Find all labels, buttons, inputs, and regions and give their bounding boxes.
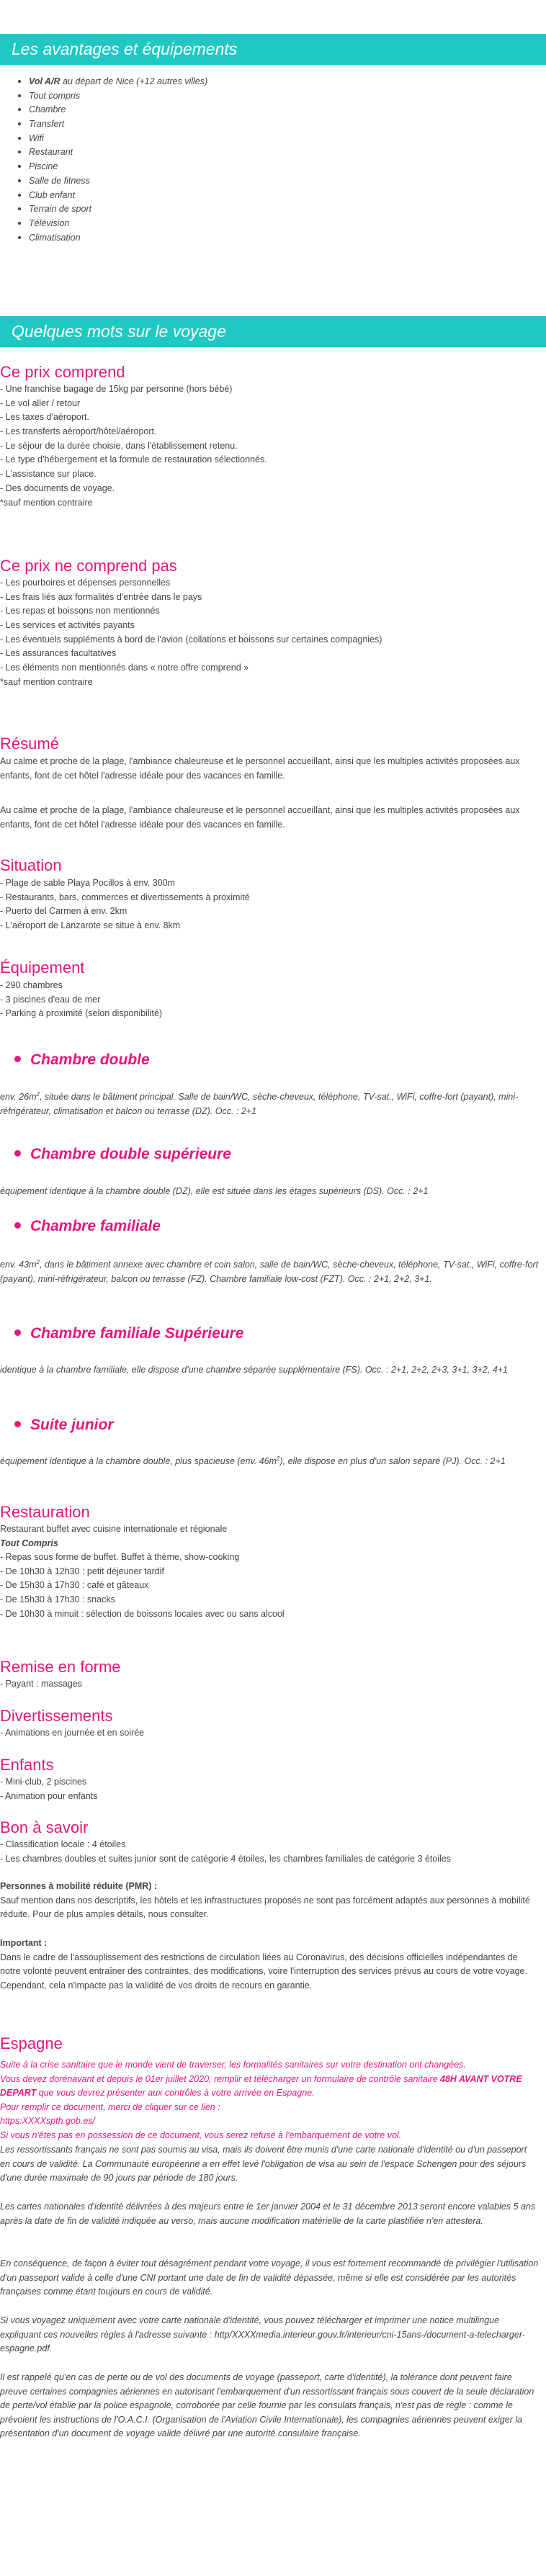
advantage-item: • Télévision <box>29 216 207 230</box>
excluded-title: Ce prix ne comprend pas <box>0 557 177 575</box>
equipment-list <box>0 979 542 1021</box>
important-paragraph: Important : Dans le cadre de l'assouplissement des restrictions de circulation liées au Coronavirus, des décisions officielles indépendantes de notre volonté peuvent entraîner des contraintes, des modifications, voire l'interruption des services prévus au cours de votre voyage. Cependant, cela n'impacte pas la validité de vos droits de recours en garantie. <box>0 1938 527 1991</box>
room-description: identique à la chambre familiale, elle dispose d'une chambre séparée supplémentaire (FS). Occ. : 2+1, 2+2, 2+3, 3+1, 3+2, 4+1 <box>0 1365 508 1375</box>
entertainment-title: Divertissements <box>0 1707 113 1725</box>
advantage-item: • Restaurant <box>29 145 207 159</box>
room-title: Chambre familiale Supérieure <box>13 1324 243 1343</box>
list-line: *sauf mention contraire <box>0 497 93 508</box>
list-line: - Plage de sable Playa Pocillos à env. 300m <box>0 878 175 888</box>
room-description: env. $43m^2$, dans le bâtiment annexe avec chambre et coin salon, salle de bain/WC, sèche-cheveux, téléphone, TV-sat., WiFi, coffre-fort (payant), mini-réfrigérateur, balcon ou terrasse (FZ). Chambre familiale low-cost (FZT). Occ. : 2+1, 2+2, 3+1. <box>0 1259 539 1284</box>
bullet-icon <box>14 1150 21 1157</box>
list-line: - Les repas et boissons non mentionnés <box>0 606 160 616</box>
goodtoknow-list <box>0 1838 542 1866</box>
included-list <box>0 382 542 510</box>
kids-list <box>0 1775 542 1803</box>
list-line: - Les frais liés aux formalités d'entrée dans le pays <box>0 591 202 602</box>
fitness-title: Remise en forme <box>0 1658 121 1676</box>
advantage-item: • Chambre <box>29 102 207 117</box>
list-line: - Classification locale : 4 étoiles <box>0 1839 126 1849</box>
sanitary-notice: Suite à la crise sanitaire que le monde vient de traverser, les formalités sanitaires sur votre destination ont changées. Vous devez dorénavant et depuis le 01er juillet 2020, remplir et télécharger un formulaire de contrôle sanitaire 48H AVANT VOTRE DEPART que vous devrez présenter aux contrôles à votre arrivée en Espagne. Pour remplir ce document, merci de cliquer sur ce lien : https:XXXXspth.gob.es/ Si vous n'êtes pas en possession de ce document, vous serez refusé à l'embarquement de votre vol. <box>0 2060 522 2140</box>
situation-list <box>0 876 542 933</box>
advantage-item: • Wifi <box>29 131 207 145</box>
entertainment-list <box>0 1726 542 1741</box>
bullet-icon <box>14 1421 21 1427</box>
list-line: - Le type d'hébergement et la formule de restauration sélectionnés. <box>0 454 267 465</box>
list-line: - Puerto del Carmen à env. 2km <box>0 906 127 917</box>
spain-paragraph: Les ressortissants français ne sont pas soumis au visa, mais ils doivent être munis d'une carte nationale d'identité ou d'un passeport en cours de validité. La Communauté européenne a en effet levé l'obligation de visa au sein de l'espace Schengen pour des séjours d'une durée maximale de 90 jours par période de 180 jours. <box>0 2145 527 2184</box>
kids-title: Enfants <box>0 1756 54 1774</box>
bullet-icon <box>14 1056 21 1062</box>
summary-title: Résumé <box>0 735 59 753</box>
list-line: - Le vol aller / retour <box>0 398 81 408</box>
list-line: - Les éventuels suppléments à bord de l'avion (collations et boissons sur certaines compagnies) <box>0 634 382 645</box>
summary-paragraph: Au calme et proche de la plage, l'ambiance chaleureuse et le personnel accueillant, ainsi que les multiples activités proposées aux enfants, font de cet hôtel l'adresse idéale pour des vacances en famille. <box>0 805 520 830</box>
spain-paragraph: Il est rappelé qu'en cas de perte ou de vol des documents de voyage (passeport, carte d'identité), la tolérance dont peuvent faire preuve certaines compagnies aériennes en autorisant l'embarquement d'un ressortissant français sous couvert de la seule déclaration de perte/vol établie par la police espagnole, corroborée par celle fournie par les consulats français, n'est pas de règle : comme le prévoient les instructions de l'O.A.C.I. (Organisation de l'Aviation Civile Internationale), les compagnies aériennes peuvent exiger la présentation d'un document de voyage valide délivré par une autorité consulaire française. <box>0 2372 534 2439</box>
included-title: Ce prix comprend <box>0 363 125 381</box>
restauration-title: Restauration <box>0 1503 90 1521</box>
list-line: - Les transferts aéroport/hôtel/aéroport. <box>0 426 157 437</box>
room-title: Chambre familiale <box>13 1217 161 1236</box>
spain-paragraph: Si vous voyagez uniquement avec votre carte nationale d'identité, vous pouvez télécharger et imprimer une notice multilingue expliquant ces nouvelles règles à l'adresse suivante : http/XXXXmedia.interieur.gouv.fr/interieur/cni-15ans-/document-a-telecharger-espagne.pdf. <box>0 2315 525 2354</box>
advantage-item: • Club enfant <box>29 188 207 202</box>
summary-paragraph: Au calme et proche de la plage, l'ambiance chaleureuse et le personnel accueillant, ainsi que les multiples activités proposées aux enfants, font de cet hôtel l'adresse idéale pour des vacances en famille. <box>0 756 520 781</box>
list-line: - Animation pour enfants <box>0 1790 98 1801</box>
goodtoknow-title: Bon à savoir <box>0 1818 89 1836</box>
advantage-item: • Salle de fitness <box>29 174 207 188</box>
list-line: *sauf mention contraire <box>0 676 93 687</box>
list-line: - Les services et activités payants <box>0 620 135 631</box>
list-line: - L'aéroport de Lanzarote se situe à env. 8km <box>0 920 181 931</box>
advantage-item: • Transfert <box>29 117 207 131</box>
list-line: - Des documents de voyage. <box>0 483 115 493</box>
room-description: env. $26m^2$, située dans le bâtiment principal. Salle de bain/WC, sèche-cheveux, téléphone, TV-sat., WiFi, coffre-fort (payant), mini-réfrigérateur, climatisation et balcon ou terrasse (DZ). Occ. : 2+1 <box>0 1091 519 1116</box>
list-line: - Restaurants, bars, commerces et divertissements à proximité <box>0 892 250 902</box>
list-line: - L'assistance sur place. <box>0 469 97 480</box>
bullet-icon <box>14 1222 21 1229</box>
list-line: - De 15h30 à 17h30 : café et gâteaux <box>0 1580 149 1591</box>
room-title: Chambre double <box>13 1051 150 1069</box>
advantage-item: • Tout compris <box>29 89 207 103</box>
list-line: - Les éléments non mentionnés dans « notre offre comprend » <box>0 663 249 673</box>
list-line: - Repas sous forme de buffet. Buffet à thème, show-cooking <box>0 1552 240 1562</box>
excluded-list <box>0 576 542 690</box>
advantage-item: • Piscine <box>29 159 207 174</box>
list-line: - Les assurances facultatives <box>0 648 117 659</box>
room-title: Chambre double supérieure <box>13 1145 231 1164</box>
list-line: - Les pourboires et dépenses personnelles <box>0 578 171 588</box>
list-line: - Animations en journée et en soirée <box>0 1728 145 1738</box>
room-description: équipement identique à la chambre double, plus spacieuse (env. $46m^2$), elle dispose en plus d'un salon séparé (PJ). Occ. : 2+1 <box>0 1455 506 1467</box>
equipment-title: Équipement <box>0 959 85 977</box>
spain-paragraph: En conséquence, de façon à éviter tout désagrément pendant votre voyage, il vous est fortement recommandé de privilégier l'utilisation d'un passeport valide à celle d'une CNI portant une date de fin de validité dépassée, même si elle est considérée par les autorités françaises comme étant toujours en cours de validité. <box>0 2258 539 2297</box>
list-line: - De 10h30 à 12h30 : petit déjeuner tardif <box>0 1566 164 1576</box>
list-line: - Les taxes d'aéroport. <box>0 412 89 423</box>
room-description: équipement identique à la chambre double (DZ), elle est située dans les étages supérieurs (DS). Occ. : 2+1 <box>0 1186 429 1196</box>
pmr-paragraph: Personnes à mobilité réduite (PMR) : Sauf mention dans nos descriptifs, les hôtels et les infrastructures proposés ne sont pas forcément adaptés aux personnes à mobilité réduite. Pour de plus amples détails, nous consulter. <box>0 1881 530 1920</box>
restauration-sub: Tout Compris <box>0 1538 58 1548</box>
sanitary-form-link[interactable]: https:XXXXspth.gob.es/ <box>0 2116 96 2127</box>
restauration-list <box>0 1550 542 1621</box>
list-line: - Les chambres doubles et suites junior sont de catégorie 4 étoiles, les chambres familiales de catégorie 3 étoiles <box>0 1853 452 1864</box>
advantage-item: • Terrain de sport <box>29 202 207 216</box>
list-line: - De 15h30 à 17h30 : snacks <box>0 1594 115 1605</box>
section-title: Quelques mots sur le voyage <box>12 322 226 341</box>
restauration-intro: Restaurant buffet avec cuisine internationale et régionale <box>0 1524 228 1534</box>
fitness-list <box>0 1677 542 1692</box>
advantage-item: • Climatisation <box>29 230 207 245</box>
room-title: Suite junior <box>13 1416 114 1435</box>
section-title: Les avantages et équipements <box>12 40 238 58</box>
list-line: - De 10h30 à minuit : sélection de boissons locales avec ou sans alcool <box>0 1608 285 1619</box>
spain-title: Espagne <box>0 2034 63 2052</box>
list-line: - Payant : massages <box>0 1679 82 1689</box>
advantage-item: • Vol A/R au départ de Nice (+12 autres villes) <box>29 74 207 89</box>
bullet-icon <box>14 1329 21 1336</box>
list-line: - 290 chambres <box>0 980 63 990</box>
list-line: - Une franchise bagage de 15kg par personne (hors bébé) <box>0 384 233 394</box>
list-line: - 3 piscines d'eau de mer <box>0 994 101 1005</box>
list-line: - Mini-club, 2 piscines <box>0 1777 87 1787</box>
list-line: - Le séjour de la durée choisie, dans l'établissement retenu. <box>0 440 238 451</box>
section-header-trip <box>0 316 546 347</box>
restauration-block <box>0 1522 542 1550</box>
list-line: - Parking à proximité (selon disponibilité) <box>0 1008 163 1019</box>
advantages-list <box>14 74 207 244</box>
section-header-advantages <box>0 34 546 65</box>
spain-paragraph: Les cartes nationales d'identité délivrées à des majeurs entre le 1er janvier 2004 et le 31 décembre 2013 seront encore valables 5 ans après la date de fin de validité indiquée au verso, mais aucune modification matérielle de la carte plastifiée n'en attestera. <box>0 2202 536 2226</box>
situation-title: Situation <box>0 856 62 874</box>
